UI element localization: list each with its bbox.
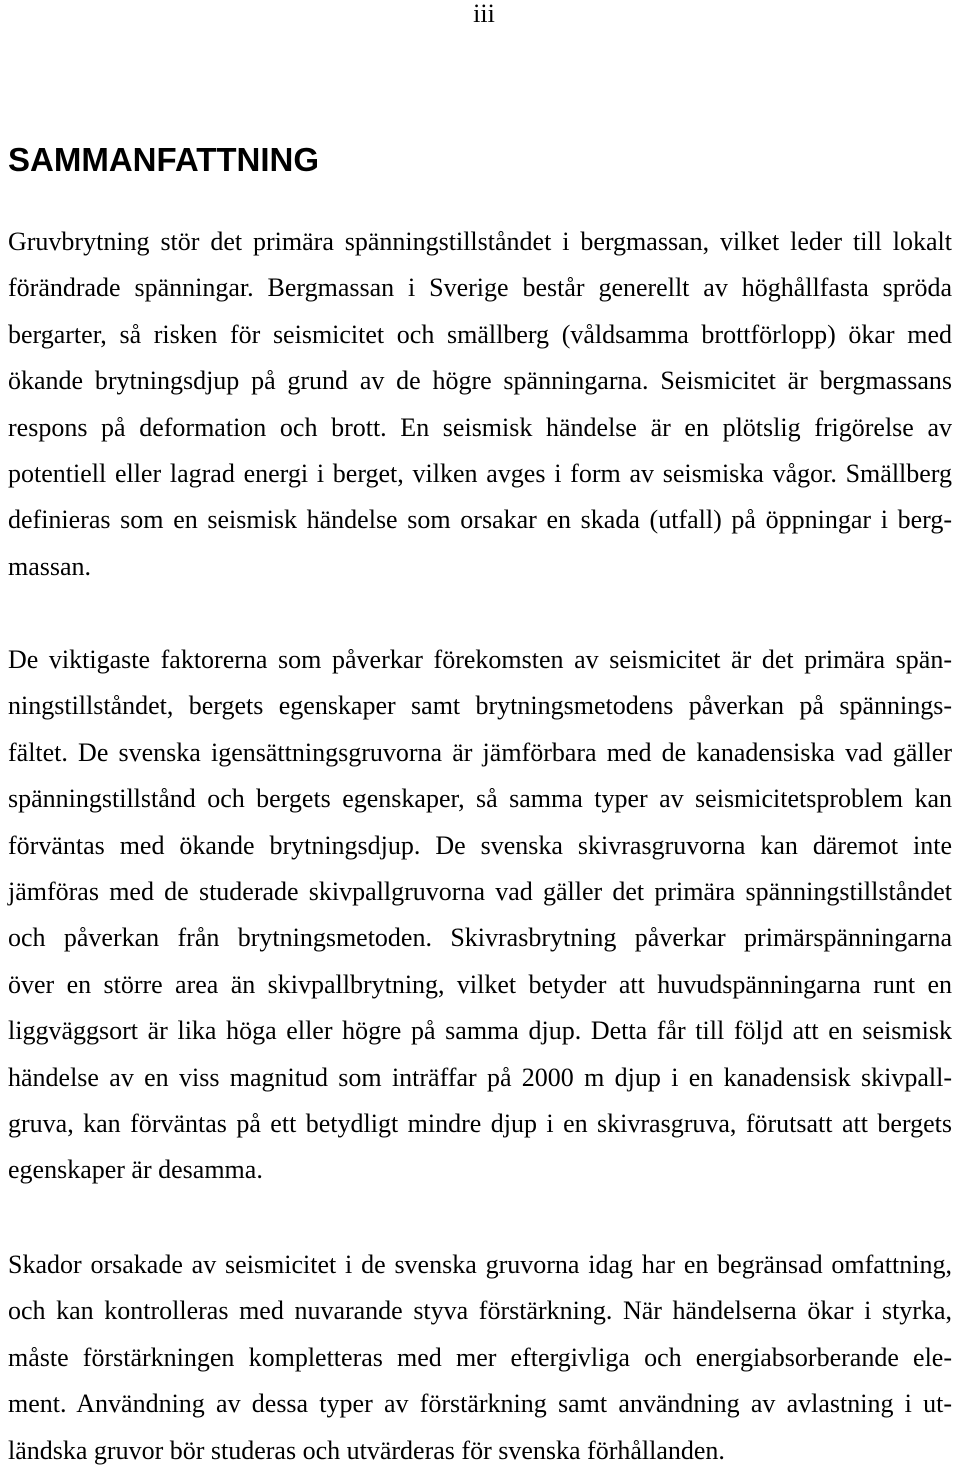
- paragraph-line: spänningstillstånd och bergets egenskaper, så samma typer av seismicitetsproblem kan: [8, 784, 952, 814]
- paragraph-2: [8, 645, 952, 1185]
- paragraph-line: ökande brytningsdjup på grund av de högre spänningarna. Seismicitet är bergmassans: [8, 366, 952, 396]
- paragraph-line: bergarter, så risken för seismicitet och smällberg (våldsamma brottförlopp) ökar med: [8, 319, 952, 349]
- paragraph-line: måste förstärkningen kompletteras med mer eftergivliga och energiabsorberande ele-: [8, 1342, 952, 1372]
- paragraph-3: [8, 1250, 952, 1466]
- paragraph-line: Skador orsakade av seismicitet i de svenska gruvorna idag har en begränsad omfattning,: [8, 1250, 952, 1279]
- paragraph-line: förväntas med ökande brytningsdjup. De svenska skivrasgruvorna kan däremot inte: [8, 830, 952, 860]
- paragraph-line: De viktigaste faktorerna som påverkar förekomsten av seismicitet är det primära spän-: [8, 645, 952, 674]
- paragraph-line: och påverkan från brytningsmetoden. Skivrasbrytning påverkar primärspänningarna: [8, 923, 952, 953]
- section-heading: SAMMANFATTNING: [8, 141, 320, 178]
- paragraph-1: [8, 227, 952, 582]
- paragraph-line: egenskaper är desamma.: [8, 1155, 263, 1185]
- paragraph-line: respons på deformation och brott. En seismisk händelse är en plötslig frigörelse av: [8, 412, 952, 442]
- paragraph-line: Gruvbrytning stör det primära spänningstillståndet i bergmassan, vilket leder till lokalt: [8, 227, 952, 256]
- paragraph-line: ländska gruvor bör studeras och utvärderas för svenska förhållanden.: [8, 1435, 725, 1465]
- paragraph-line: definieras som en seismisk händelse som orsakar en skada (utfall) på öppningar i berg-: [8, 505, 952, 535]
- paragraph-line: massan.: [8, 551, 92, 581]
- paragraph-line: jämföras med de studerade skivpallgruvorna vad gäller det primära spänningstillståndet: [8, 876, 952, 906]
- paragraph-line: förändrade spänningar. Bergmassan i Sverige består generellt av höghållfasta spröda: [8, 273, 952, 303]
- paragraph-line: och kan kontrolleras med nuvarande styva förstärkning. När händelserna ökar i styrka,: [8, 1296, 952, 1326]
- paragraph-line: liggväggsort är lika höga eller högre på samma djup. Detta får till följd att en seismisk: [8, 1016, 952, 1046]
- paragraph-line: potentiell eller lagrad energi i berget, vilken avges i form av seismiska vågor. Smällberg: [8, 458, 952, 488]
- paragraph-line: över en större area än skivpallbrytning, vilket betyder att huvudspänningarna runt en: [8, 969, 952, 999]
- page-number: iii: [473, 0, 495, 28]
- paragraph-line: gruva, kan förväntas på ett betydligt mindre djup i en skivrasgruva, förutsatt att bergets: [8, 1108, 952, 1138]
- paragraph-line: händelse av en viss magnitud som inträffar på 2000 m djup i en kanadensisk skivpall-: [8, 1062, 952, 1092]
- paragraph-line: fältet. De svenska igensättningsgruvorna är jämförbara med de kanadensiska vad gäller: [8, 737, 952, 767]
- paragraph-line: ningstillståndet, bergets egenskaper samt brytningsmetodens påverkan på spännings-: [8, 691, 952, 721]
- paragraph-line: ment. Användning av dessa typer av förstärkning samt användning av avlastning i ut-: [8, 1389, 952, 1419]
